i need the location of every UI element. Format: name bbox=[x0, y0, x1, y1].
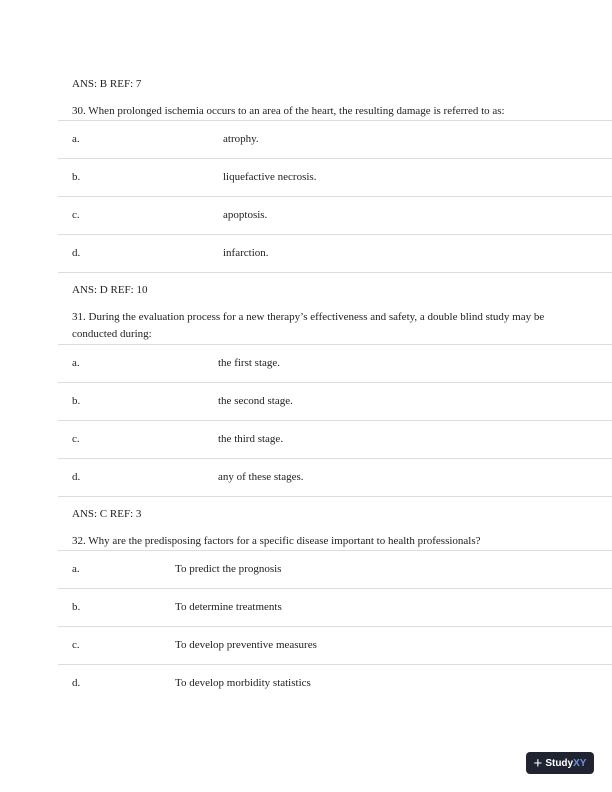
option-letter: b. bbox=[72, 601, 81, 613]
question-32-options bbox=[58, 550, 612, 702]
option-text: any of these stages. bbox=[218, 471, 304, 483]
option-text: apoptosis. bbox=[223, 209, 268, 221]
brand-accent: XY bbox=[573, 757, 587, 769]
option-letter: c. bbox=[72, 209, 80, 221]
option-letter: b. bbox=[72, 395, 81, 407]
option-row bbox=[58, 197, 612, 235]
option-row bbox=[58, 121, 612, 159]
option-letter: a. bbox=[72, 357, 80, 369]
question-30-text: 30. When prolonged ischemia occurs to an area of the heart, the resulting damage is referred to as: bbox=[72, 105, 505, 117]
option-letter: d. bbox=[72, 677, 81, 689]
studyxy-badge[interactable] bbox=[526, 752, 594, 774]
option-letter: d. bbox=[72, 247, 81, 259]
option-letter: b. bbox=[72, 171, 81, 183]
plus-icon: + bbox=[533, 754, 543, 772]
option-text: the third stage. bbox=[218, 433, 284, 445]
question-31-options bbox=[58, 344, 612, 497]
option-letter: c. bbox=[72, 639, 80, 651]
option-text: the first stage. bbox=[218, 357, 281, 369]
answer-key-30: ANS: D REF: 10 bbox=[72, 284, 148, 296]
option-row bbox=[58, 345, 612, 383]
option-row bbox=[58, 665, 612, 702]
answer-key-29: ANS: B REF: 7 bbox=[72, 78, 142, 90]
option-text: To determine treatments bbox=[175, 601, 282, 613]
option-text: To develop preventive measures bbox=[175, 639, 317, 651]
question-30-options bbox=[58, 120, 612, 273]
option-text: To develop morbidity statistics bbox=[175, 677, 311, 689]
option-text: To predict the prognosis bbox=[175, 563, 282, 575]
option-letter: a. bbox=[72, 563, 80, 575]
option-text: liquefactive necrosis. bbox=[223, 171, 317, 183]
option-text: infarction. bbox=[223, 247, 269, 259]
option-row bbox=[58, 159, 612, 197]
option-row bbox=[58, 459, 612, 497]
option-row bbox=[58, 627, 612, 665]
option-text: atrophy. bbox=[223, 133, 259, 145]
option-row bbox=[58, 235, 612, 273]
option-letter: d. bbox=[72, 471, 81, 483]
question-31-text: 31. During the evaluation process for a new therapy’s effectiveness and safety, a double blind study may be conducted during: bbox=[72, 311, 545, 340]
option-text: the second stage. bbox=[218, 395, 293, 407]
option-row bbox=[58, 421, 612, 459]
answer-key-31: ANS: C REF: 3 bbox=[72, 508, 142, 520]
option-row bbox=[58, 383, 612, 421]
option-letter: c. bbox=[72, 433, 80, 445]
question-32-text: 32. Why are the predisposing factors for a specific disease important to health professionals? bbox=[72, 535, 481, 547]
option-letter: a. bbox=[72, 133, 80, 145]
option-row bbox=[58, 589, 612, 627]
brand-main: Study bbox=[545, 757, 574, 769]
option-row bbox=[58, 551, 612, 589]
